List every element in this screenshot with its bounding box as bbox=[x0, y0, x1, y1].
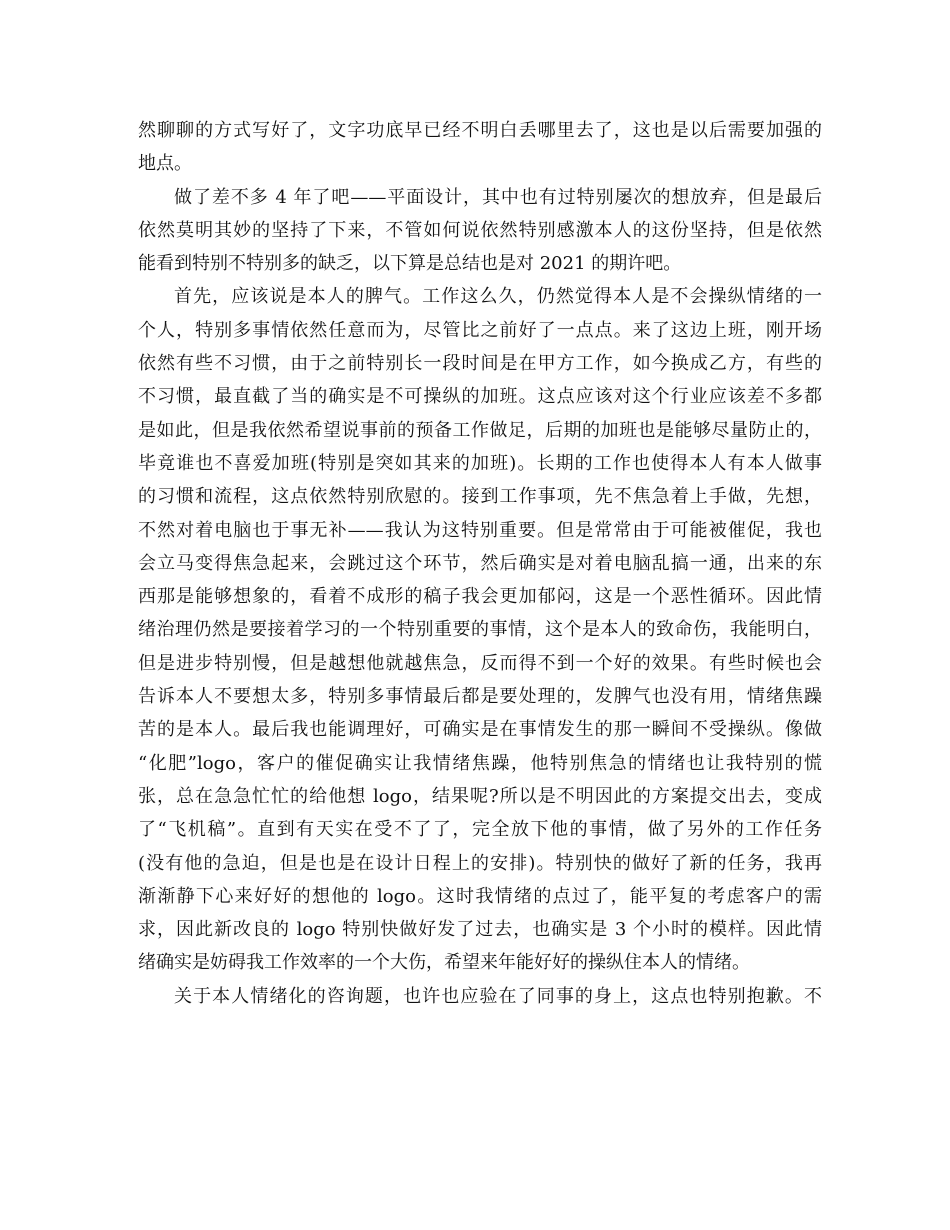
text-line: 不习惯，最直截了当的确实是不可操纵的加班。这点应该对这个行业应该差不多都 bbox=[138, 386, 822, 408]
text-line: (没有他的急迫，但是也是在设计日程上的安排)。特别快的做好了新的任务，我再 bbox=[138, 852, 822, 874]
text-line: 的习惯和流程，这点依然特别欣慰的。接到工作事项，先不焦急着上手做，先想， bbox=[138, 486, 822, 508]
text-line: 西那是能够想象的，看着不成形的稿子我会更加郁闷，这是一个恶性循环。因此情 bbox=[138, 586, 822, 608]
text-line: 但是进步特别慢，但是越想他就越焦急，反而得不到一个好的效果。有些时候也会 bbox=[138, 652, 822, 674]
text-line: 能看到特别不特别多的缺乏，以下算是总结也是对 2021 的期许吧。 bbox=[138, 253, 682, 275]
paragraph-design-years bbox=[138, 181, 822, 281]
text-line: 不然对着电脑也于事无补——我认为这特别重要。但是常常由于可能被催促，我也 bbox=[138, 519, 822, 541]
text-line: 苦的是本人。最后我也能调理好，可确实是在事情发生的那一瞬间不受操纵。像做 bbox=[138, 719, 822, 741]
text-line: “化肥”logo，客户的催促确实让我情绪焦躁，他特别焦急的情绪也让我特别的慌 bbox=[138, 752, 822, 774]
text-line: 会立马变得焦急起来，会跳过这个环节，然后确实是对着电脑乱搞一通，出来的东 bbox=[138, 552, 822, 574]
text-line: 依然莫明其妙的坚持了下来，不管如何说依然特别感激本人的这份坚持，但是依然 bbox=[138, 219, 822, 241]
paragraph-temper bbox=[138, 280, 822, 979]
text-line: 关于本人情绪化的咨询题，也许也应验在了同事的身上，这点也特别抱歉。不 bbox=[174, 985, 822, 1007]
paragraph-emotional-issue bbox=[138, 980, 822, 1013]
paragraph-continuation bbox=[138, 114, 822, 181]
text-line: 地点。 bbox=[138, 153, 192, 175]
text-line: 渐渐静下心来好好的想他的 logo。这时我情绪的点过了，能平复的考虑客户的需 bbox=[138, 885, 822, 907]
text-line: 了“飞机稿”。直到有天实在受不了了，完全放下他的事情，做了另外的工作任务 bbox=[138, 819, 822, 841]
text-line: 告诉本人不要想太多，特别多事情最后都是要处理的，发脾气也没有用，情绪焦躁 bbox=[138, 686, 822, 708]
text-line: 个人，特别多事情依然任意而为，尽管比之前好了一点点。来了这边上班，刚开场 bbox=[138, 319, 822, 341]
text-line: 首先，应该说是本人的脾气。工作这么久，仍然觉得本人是不会操纵情绪的一 bbox=[174, 286, 822, 308]
text-line: 然聊聊的方式写好了，文字功底早已经不明白丢哪里去了，这也是以后需要加强的 bbox=[138, 120, 822, 141]
text-line: 毕竟谁也不喜爱加班(特别是突如其来的加班)。长期的工作也使得本人有本人做事 bbox=[138, 452, 822, 474]
text-line: 张，总在急急忙忙的给他想 logo，结果呢?所以是不明因此的方案提交出去，变成 bbox=[138, 785, 822, 807]
text-line: 求，因此新改良的 logo 特别快做好发了过去，也确实是 3 个小时的模样。因此情 bbox=[138, 919, 822, 941]
text-line: 绪确实是妨碍我工作效率的一个大伤，希望来年能好好的操纵住本人的情绪。 bbox=[138, 952, 750, 974]
text-line: 绪治理仍然是要接着学习的一个特别重要的事情，这个是本人的致命伤，我能明白， bbox=[138, 619, 822, 641]
document-body bbox=[138, 114, 822, 1013]
text-line: 做了差不多 4 年了吧——平面设计，其中也有过特别屡次的想放弃，但是最后 bbox=[174, 186, 822, 208]
text-line: 依然有些不习惯，由于之前特别长一段时间是在甲方工作，如今换成乙方，有些的 bbox=[138, 353, 822, 375]
text-line: 是如此，但是我依然希望说事前的预备工作做足，后期的加班也是能够尽量防止的， bbox=[138, 419, 822, 441]
